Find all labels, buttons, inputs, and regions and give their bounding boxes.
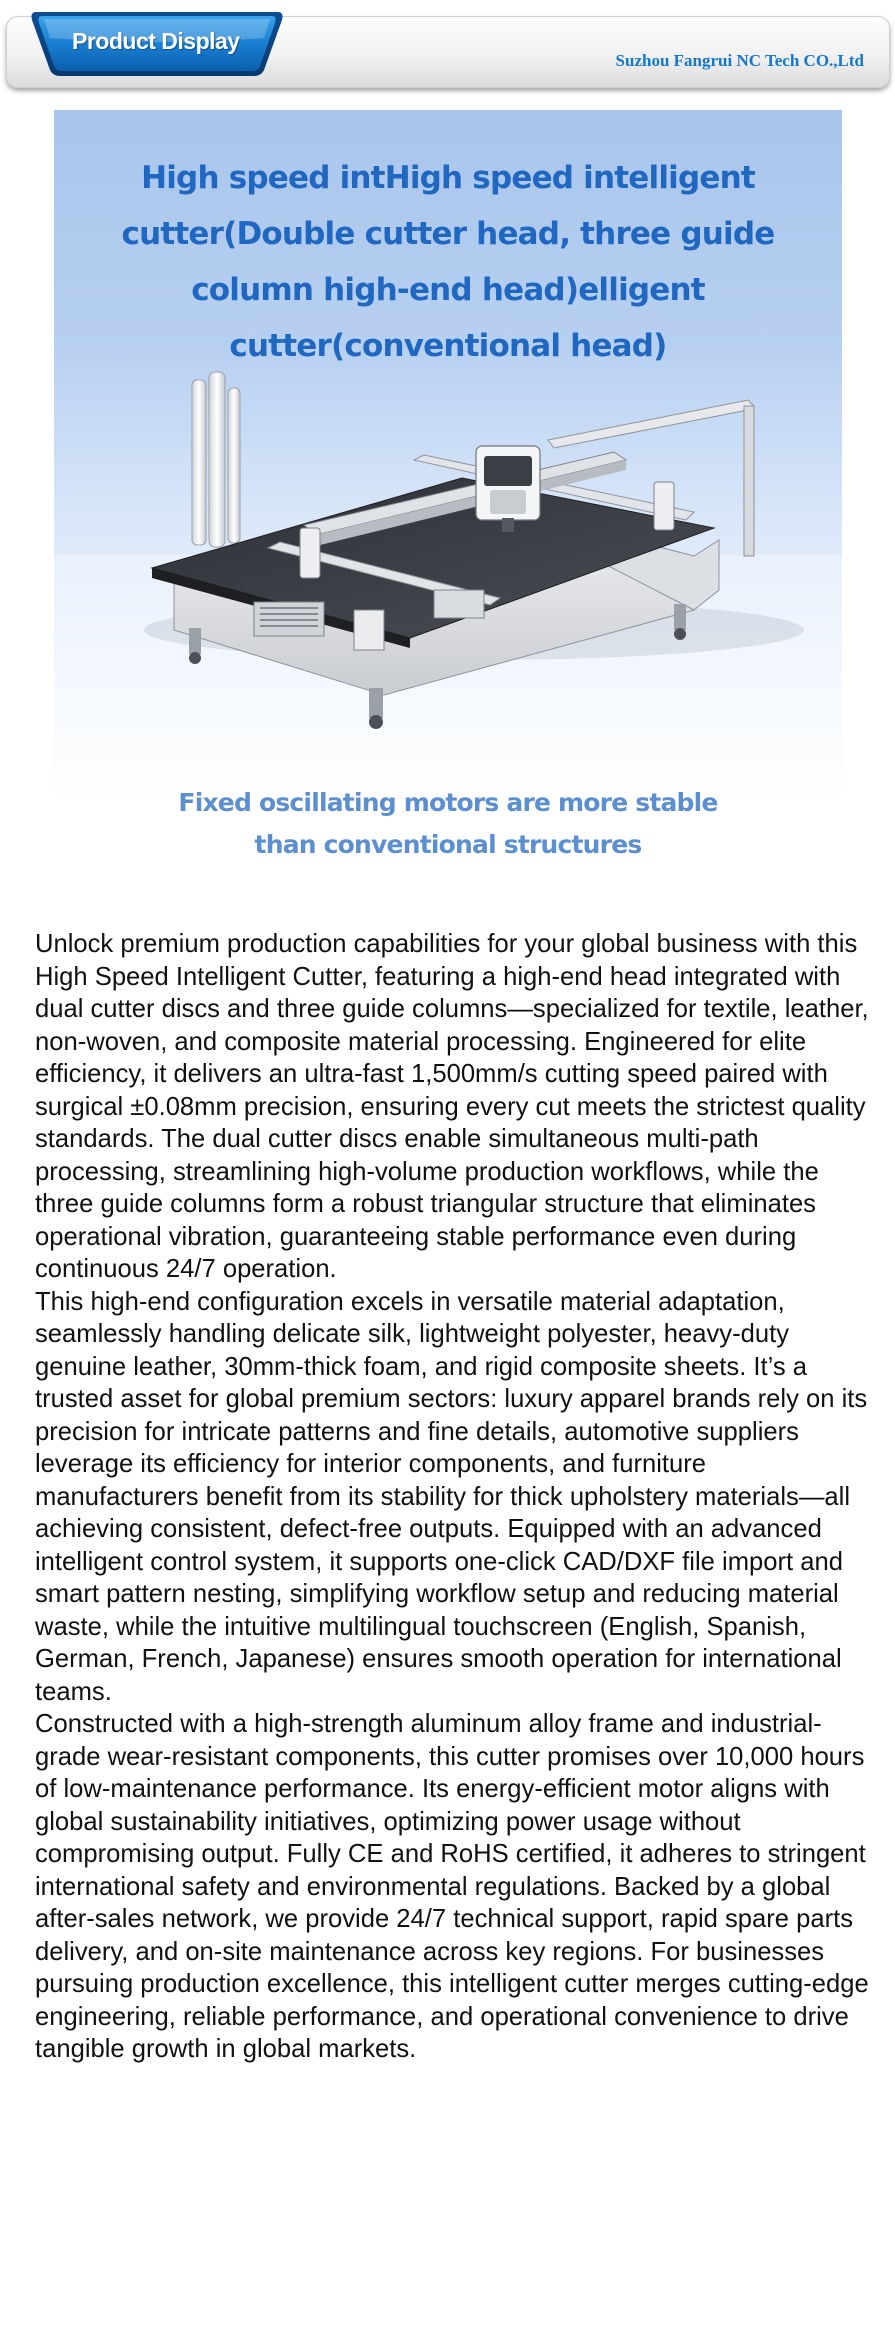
description-paragraph: This high-end configuration excels in versatile material adaptation, seamlessly handling delicate silk, lightweight polyester, heavy-duty genuine leather, 30mm-thick foam, and rigid composite sheets. It’s a trusted asset for global premium sectors: luxury apparel brands rely on its precision for intricate patterns and fine details, automotive suppliers leverage its efficiency for interior components, and furniture manufacturers benefit from its stability for thick upholstery materials—all achieving consistent, defect-free outputs. Equipped with an advanced intelligent control system, it supports one-click CAD/DXF file import and smart pattern nesting, simplifying workflow setup and reducing material waste, while the intuitive multilingual touchscreen (English, Spanish, German, French, Japanese) ensures smooth operation for international teams. (35, 1287, 868, 1706)
image-caption: Fixed oscillating motors are more stable than conventional structures (178, 788, 718, 859)
cutter-head (476, 446, 540, 532)
company-name: Suzhou Fangrui NC Tech CO.,Ltd (615, 51, 864, 70)
section-header (0, 0, 895, 95)
product-description (35, 928, 870, 2066)
tab-label: Product Display (72, 28, 240, 54)
product-display-tab (28, 8, 286, 80)
description-paragraph: Constructed with a high-strength aluminum alloy frame and industrial-grade wear-resistant components, this cutter promises over 10,000 hours of low-maintenance performance. Its energy-efficient motor aligns with global sustainability initiatives, optimizing power usage without compromising output. Fully CE and RoHS certified, it adheres to stringent international safety and environmental regulations. Backed by a global after-sales network, we provide 24/7 technical support, rapid spare parts delivery, and on-site maintenance across key regions. For businesses pursuing production excellence, this intelligent cutter merges cutting-edge engineering, reliable performance, and operational convenience to drive tangible growth in global markets. (35, 1710, 869, 2063)
product-image (54, 110, 842, 905)
image-title: High speed intHigh speed intelligent cutter(Double cutter head, three guide column high-end head)elligent cutter(conventional head) (121, 160, 775, 364)
description-paragraph: Unlock premium production capabilities for your global business with this High Speed Intelligent Cutter, featuring a high-end head integrated with dual cutter discs and three guide columns—specialized for textile, leather, non-woven, and composite material processing. Engineered for elite efficiency, it delivers an ultra-fast 1,500mm/s cutting speed paired with surgical ±0.08mm precision, ensuring every cut meets the strictest quality standards. The dual cutter discs enable simultaneous multi-path processing, streamlining high-volume production workflows, while the three guide columns form a robust triangular structure that eliminates operational vibration, guaranteeing stable performance even during continuous 24/7 operation. (35, 930, 869, 1283)
